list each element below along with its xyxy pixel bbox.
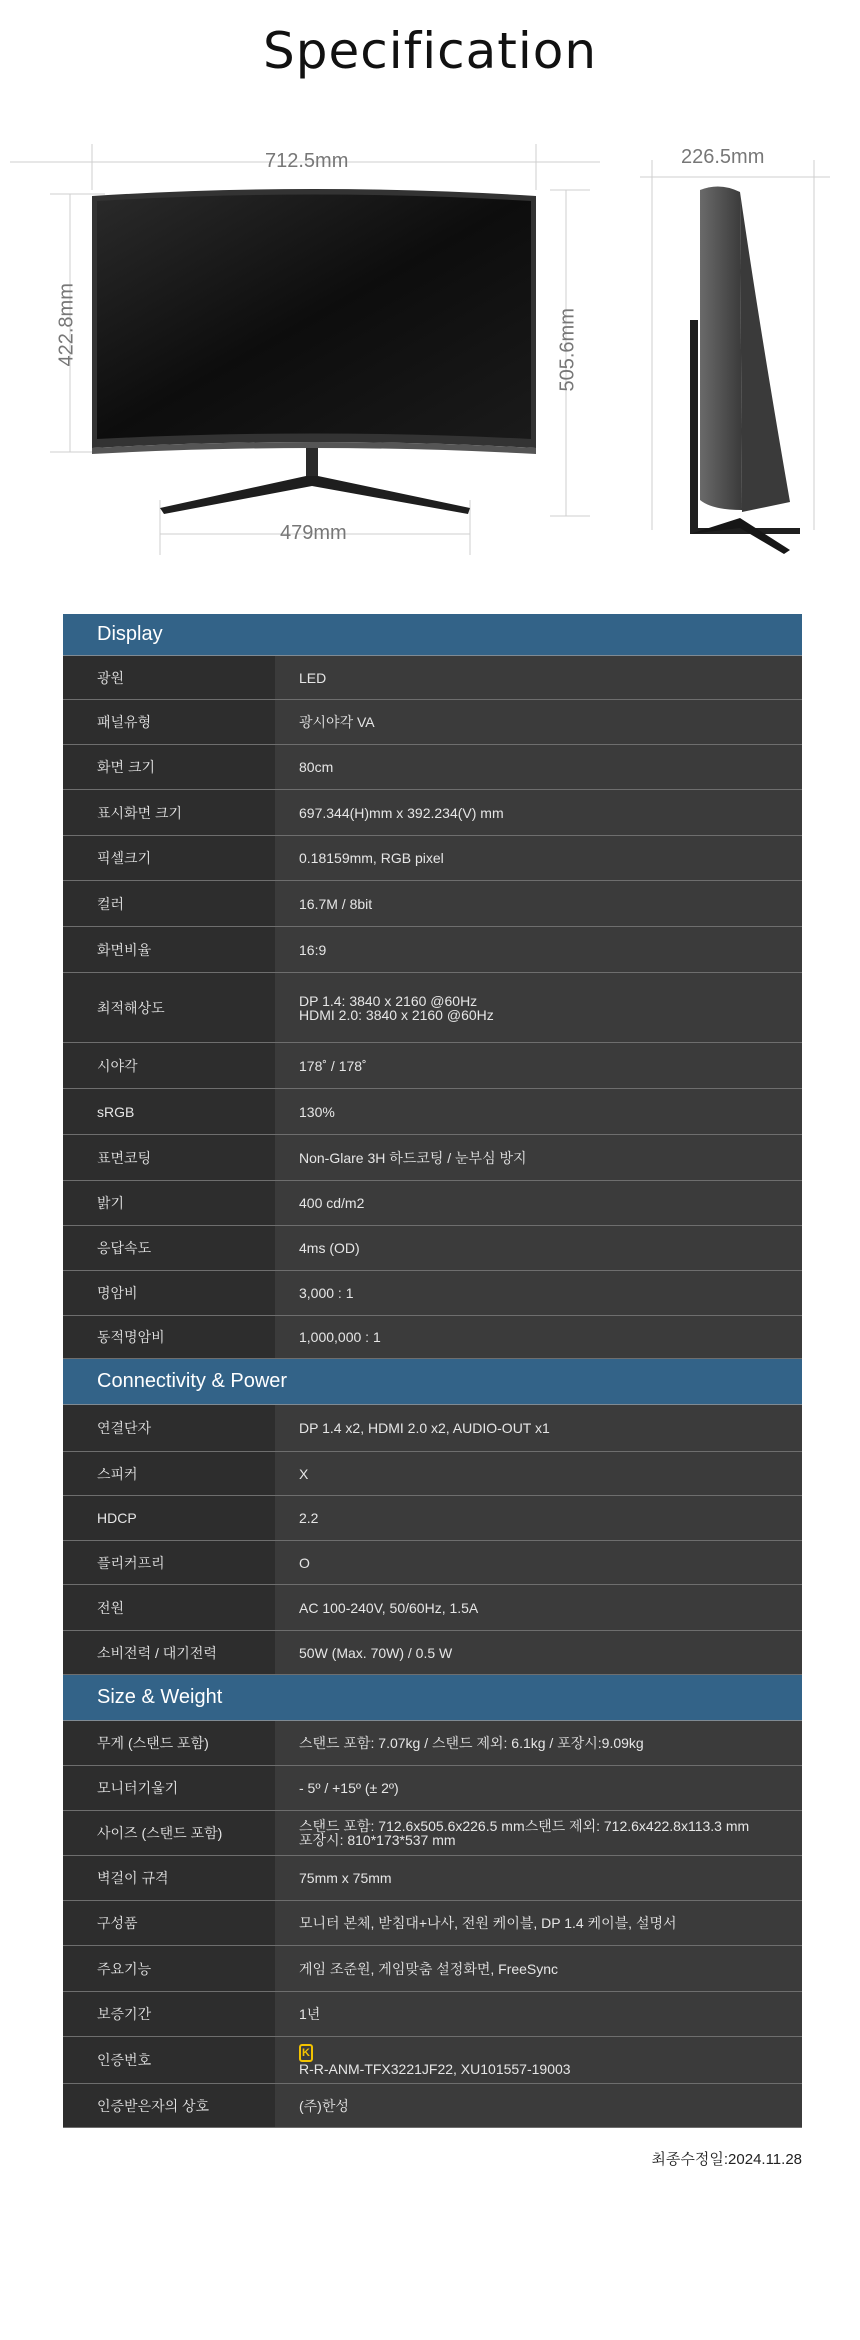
spec-label: 인증번호	[63, 2037, 275, 2083]
spec-value-line: 포장시: 810*173*537 mm	[299, 1832, 456, 1848]
spec-label: 전원	[63, 1585, 275, 1630]
spec-label: 명암비	[63, 1271, 275, 1315]
spec-value	[275, 836, 802, 880]
spec-table	[63, 614, 802, 2128]
spec-value	[275, 1631, 802, 1674]
spec-value	[275, 881, 802, 926]
spec-value	[275, 1585, 802, 1630]
spec-row	[63, 1181, 802, 1226]
spec-row	[63, 836, 802, 881]
spec-value-line: AC 100-240V, 50/60Hz, 1.5A	[299, 1599, 479, 1616]
spec-label: 컬러	[63, 881, 275, 926]
spec-value-line: DP 1.4 x2, HDMI 2.0 x2, AUDIO-OUT x1	[299, 1420, 550, 1436]
spec-value-line: 75mm x 75mm	[299, 1870, 392, 1886]
spec-value-line: 16.7M / 8bit	[299, 895, 373, 912]
spec-value	[275, 1316, 802, 1358]
spec-label: 표시화면 크기	[63, 790, 275, 835]
spec-value-line: 178˚ / 178˚	[299, 1057, 367, 1074]
kc-certification-icon: K	[299, 2044, 313, 2062]
spec-label: 주요기능	[63, 1946, 275, 1991]
spec-value-line: - 5º / +15º (± 2º)	[299, 1780, 399, 1796]
spec-value-line: 697.344(H)mm x 392.234(V) mm	[299, 804, 504, 821]
spec-row	[63, 1541, 802, 1585]
spec-label: sRGB	[63, 1089, 275, 1134]
spec-value	[275, 1766, 802, 1810]
spec-value	[275, 1496, 802, 1540]
spec-row	[63, 1043, 802, 1089]
last-updated-date: 최종수정일:2024.11.28	[651, 2151, 802, 2168]
spec-value-line: 130%	[299, 1103, 335, 1120]
spec-value	[275, 1089, 802, 1134]
spec-label: 밝기	[63, 1181, 275, 1225]
spec-row	[63, 1452, 802, 1496]
spec-value	[275, 1181, 802, 1225]
section-header-display: Display	[63, 614, 802, 656]
spec-value	[275, 973, 802, 1042]
spec-value	[275, 790, 802, 835]
spec-value-line: 게임 조준원, 게임맞춤 설정화면, FreeSync	[299, 1960, 559, 1977]
spec-label: 연결단자	[63, 1405, 275, 1451]
spec-value	[275, 1043, 802, 1088]
spec-value-line: 400 cd/m2	[299, 1195, 365, 1211]
spec-row	[63, 1135, 802, 1181]
spec-value	[275, 1135, 802, 1180]
spec-value	[275, 927, 802, 972]
spec-value	[275, 1811, 802, 1855]
spec-row	[63, 1316, 802, 1359]
spec-value-line: 0.18159mm, RGB pixel	[299, 850, 444, 866]
spec-value-line: LED	[299, 669, 327, 686]
spec-label: 인증받은자의 상호	[63, 2084, 275, 2127]
spec-label: 픽셀크기	[63, 836, 275, 880]
spec-row	[63, 1631, 802, 1675]
spec-value-line: 4ms (OD)	[299, 1240, 360, 1256]
spec-value	[275, 1901, 802, 1945]
spec-row	[63, 656, 802, 700]
spec-value	[275, 1992, 802, 2036]
spec-label: 사이즈 (스탠드 포함)	[63, 1811, 275, 1855]
spec-value-line: 스탠드 포함: 712.6x505.6x226.5 mm스탠드 제외: 712.6x422.8x113.3 mm	[299, 1818, 750, 1834]
spec-value-line: 3,000 : 1	[299, 1285, 354, 1301]
spec-label: 광원	[63, 656, 275, 699]
spec-row	[63, 927, 802, 973]
spec-label: 최적해상도	[63, 973, 275, 1042]
monitor-dimension-diagram	[0, 130, 860, 570]
spec-value-line: 1,000,000 : 1	[299, 1329, 381, 1345]
spec-value-line: (주)한성	[299, 2097, 349, 2114]
spec-row	[63, 1089, 802, 1135]
spec-value	[275, 656, 802, 699]
spec-value	[275, 745, 802, 789]
spec-value-line: 스탠드 포함: 7.07kg / 스탠드 제외: 6.1kg / 포장시:9.09kg	[299, 1735, 644, 1751]
page-title: Specification	[262, 22, 598, 80]
spec-row	[63, 1901, 802, 1946]
spec-value	[275, 1405, 802, 1451]
width-dimension-label: 712.5mm	[265, 150, 349, 172]
spec-value-line: 모니터 본체, 받침대+나사, 전원 케이블, DP 1.4 케이블, 설명서	[299, 1915, 677, 1931]
monitor-illustration	[0, 130, 860, 570]
spec-label: 패널유형	[63, 700, 275, 744]
spec-row	[63, 2084, 802, 2128]
depth-dimension-label: 226.5mm	[681, 146, 765, 168]
spec-label: 동적명암비	[63, 1316, 275, 1358]
spec-label: HDCP	[63, 1496, 275, 1540]
spec-value	[275, 1856, 802, 1900]
spec-label: 화면비율	[63, 927, 275, 972]
spec-row	[63, 1856, 802, 1901]
spec-label: 무게 (스탠드 포함)	[63, 1721, 275, 1765]
spec-label: 화면 크기	[63, 745, 275, 789]
section-header-connectivity-power: Connectivity & Power	[63, 1359, 802, 1405]
spec-label: 시야각	[63, 1043, 275, 1088]
spec-value-line: DP 1.4: 3840 x 2160 @60Hz	[299, 992, 478, 1009]
stand-width-dimension-label: 479mm	[280, 522, 347, 544]
spec-row	[63, 1992, 802, 2037]
spec-value	[275, 700, 802, 744]
spec-value	[275, 1226, 802, 1270]
spec-value	[275, 2037, 802, 2083]
spec-row	[63, 790, 802, 836]
screen-height-dimension-label: 422.8mm	[55, 283, 78, 367]
total-height-dimension-label: 505.6mm	[556, 308, 579, 392]
spec-row	[63, 1721, 802, 1766]
spec-label: 벽걸이 규격	[63, 1856, 275, 1900]
spec-row	[63, 1226, 802, 1271]
spec-value-line: R-R-ANM-TFX3221JF22, XU101557-19003	[299, 2061, 571, 2077]
spec-row	[63, 1585, 802, 1631]
spec-row	[63, 973, 802, 1043]
spec-value-line: 2.2	[299, 1510, 319, 1526]
spec-row	[63, 881, 802, 927]
section-header-size-weight: Size & Weight	[63, 1675, 802, 1721]
spec-value-line: X	[299, 1465, 309, 1482]
spec-value	[275, 1541, 802, 1584]
spec-label: 스피커	[63, 1452, 275, 1495]
spec-label: 표면코팅	[63, 1135, 275, 1180]
spec-row	[63, 1405, 802, 1452]
spec-row	[63, 1946, 802, 1992]
spec-row	[63, 2037, 802, 2084]
spec-value	[275, 1721, 802, 1765]
spec-row	[63, 700, 802, 745]
spec-value-line: 1년	[299, 2006, 321, 2022]
spec-label: 모니터기울기	[63, 1766, 275, 1810]
spec-label: 소비전력 / 대기전력	[63, 1631, 275, 1674]
spec-label: 응답속도	[63, 1226, 275, 1270]
spec-value-line: 16:9	[299, 941, 327, 958]
spec-value-line: HDMI 2.0: 3840 x 2160 @60Hz	[299, 1006, 494, 1023]
spec-row	[63, 745, 802, 790]
spec-value-line: O	[299, 1554, 310, 1571]
spec-row	[63, 1496, 802, 1541]
spec-label: 플리커프리	[63, 1541, 275, 1584]
spec-label: 보증기간	[63, 1992, 275, 2036]
spec-row	[63, 1271, 802, 1316]
spec-label: 구성품	[63, 1901, 275, 1945]
spec-value	[275, 1271, 802, 1315]
spec-value	[275, 2084, 802, 2127]
spec-value-line: 광시야각 VA	[299, 714, 375, 730]
spec-value-line: Non-Glare 3H 하드코팅 / 눈부심 방지	[299, 1149, 527, 1166]
spec-value	[275, 1946, 802, 1991]
spec-value-line-wrap	[299, 2044, 802, 2076]
spec-value-line: 50W (Max. 70W) / 0.5 W	[299, 1644, 453, 1661]
spec-row	[63, 1811, 802, 1856]
spec-row	[63, 1766, 802, 1811]
spec-value-line: 80cm	[299, 759, 334, 775]
spec-value	[275, 1452, 802, 1495]
